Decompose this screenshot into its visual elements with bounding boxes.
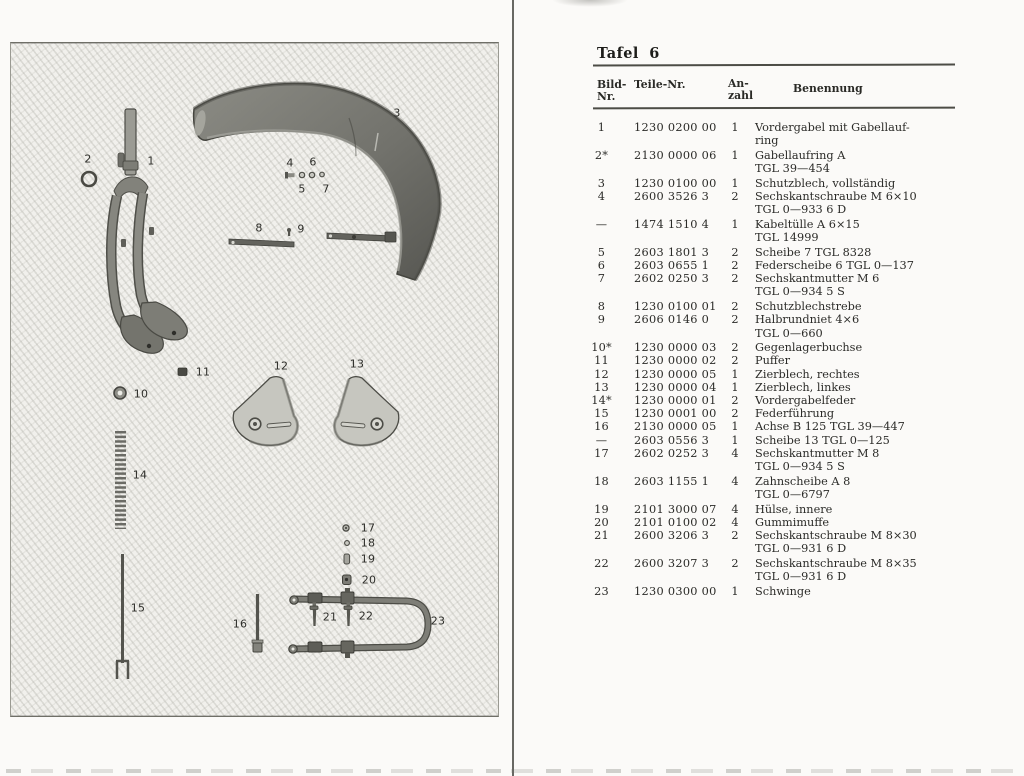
table-row [589, 259, 961, 272]
figure-callout-21: 21 [322, 610, 338, 624]
column-header-benennung: Benennung [793, 82, 863, 95]
bild-nr-cell: 18 [594, 474, 609, 488]
figure-callout-16: 16 [232, 617, 248, 631]
parts-photo-plate [10, 42, 499, 717]
teile-nr-cell: 2101 3000 07 [634, 502, 717, 516]
table-row [589, 218, 961, 244]
benennung-cell: Halbrundniet 4×6 TGL 0—660 [755, 313, 860, 340]
table-row [589, 475, 961, 501]
table-row [589, 121, 961, 147]
table-row [589, 557, 961, 583]
teile-nr-cell: 2603 0556 3 [634, 433, 710, 447]
benennung-cell: Zierblech, linkes [755, 380, 851, 394]
anzahl-cell: 1 [731, 433, 739, 447]
figure-callout-22: 22 [358, 609, 374, 623]
teile-nr-cell: 2600 3206 3 [634, 529, 710, 543]
teile-nr-cell: 1230 0000 03 [634, 341, 717, 355]
anzahl-cell: 1 [731, 176, 739, 190]
part-1-fork-illustration [111, 109, 187, 353]
plate-title: Tafel 6 [597, 45, 660, 62]
teile-nr-cell: 1230 0000 04 [634, 380, 717, 394]
figure-callout-1: 1 [147, 154, 155, 168]
benennung-cell: Vordergabelfeder [755, 394, 856, 408]
anzahl-cell: 2 [731, 272, 739, 286]
table-row [589, 313, 961, 339]
anzahl-cell: 2 [731, 341, 739, 355]
column-header-anzahl: An- zahl [728, 77, 754, 102]
benennung-cell: Achse B 125 TGL 39—447 [755, 420, 905, 434]
figure-callout-15: 15 [130, 601, 146, 615]
figure-callout-12: 12 [273, 359, 289, 373]
anzahl-cell: 1 [731, 420, 739, 434]
table-row [589, 585, 961, 598]
anzahl-cell: 2 [731, 529, 739, 543]
bild-nr-cell: 7 [597, 272, 606, 286]
bild-nr-cell: 19 [594, 502, 609, 516]
figure-callout-14: 14 [132, 468, 148, 482]
bild-nr-cell: 17 [594, 446, 609, 460]
bild-nr-cell: 10* [591, 341, 612, 355]
figure-callout-20: 20 [361, 573, 377, 587]
table-row [589, 354, 961, 367]
figure-callout-18: 18 [360, 536, 376, 550]
table-row [589, 447, 961, 473]
teile-nr-cell: 2101 0100 02 [634, 515, 717, 529]
figure-callout-7: 7 [322, 182, 330, 196]
figure-callout-8: 8 [255, 221, 263, 235]
benennung-cell: Kabeltülle A 6×15 TGL 14999 [755, 217, 860, 245]
bild-nr-cell: 11 [594, 354, 609, 368]
part-12-trim-plate-illustration [233, 377, 297, 446]
bild-nr-cell: 4 [597, 190, 606, 204]
benennung-cell: Zahnscheibe A 8 TGL 0—6797 [755, 474, 851, 501]
bild-nr-cell: 20 [594, 515, 609, 529]
teile-nr-cell: 2606 0146 0 [634, 313, 710, 327]
teile-nr-cell: 2600 3526 3 [634, 190, 710, 204]
anzahl-cell: 4 [731, 474, 739, 488]
anzahl-cell: 1 [731, 380, 739, 394]
teile-nr-cell: 1230 0200 00 [634, 121, 717, 134]
figure-callout-23: 23 [430, 614, 446, 628]
table-row [589, 246, 961, 259]
anzahl-cell: 2 [731, 259, 739, 273]
teile-nr-cell: 2600 3207 3 [634, 557, 710, 570]
table-row [589, 434, 961, 447]
anzahl-cell: 2 [731, 313, 739, 327]
teile-nr-cell: 1230 0100 00 [634, 176, 717, 190]
parts-17-20-small-parts-illustration [343, 525, 352, 585]
teile-nr-cell: 2602 0252 3 [634, 446, 710, 460]
teile-nr-cell: 2130 0000 06 [634, 148, 717, 162]
benennung-cell: Sechskantschraube M 6×10 TGL 0—933 6 D [755, 190, 917, 217]
figure-callout-10: 10 [133, 387, 149, 401]
part-11-buffer-illustration [178, 368, 187, 376]
part-23-swingarm-illustration [289, 588, 428, 658]
anzahl-cell: 2 [731, 245, 739, 259]
anzahl-cell: 1 [731, 148, 739, 162]
benennung-cell: Schutzblechstrebe [755, 300, 862, 314]
table-row [589, 420, 961, 433]
benennung-cell: Scheibe 7 TGL 8328 [755, 245, 872, 259]
benennung-cell: Sechskantschraube M 8×30 TGL 0—931 6 D [755, 529, 917, 556]
table-row [589, 529, 961, 555]
figure-callout-3: 3 [393, 106, 401, 120]
teile-nr-cell: 1230 0000 05 [634, 367, 717, 381]
anzahl-cell: 2 [731, 394, 739, 408]
column-header-bild-nr: Bild- Nr. [597, 78, 627, 103]
teile-nr-cell: 2603 1155 1 [634, 474, 710, 488]
bild-nr-cell: 22 [594, 557, 609, 570]
anzahl-cell: 1 [731, 121, 739, 134]
figure-callout-11: 11 [195, 365, 211, 379]
table-row [589, 516, 961, 529]
table-row [589, 190, 961, 216]
bild-nr-cell: — [595, 433, 608, 447]
table-row [589, 149, 961, 175]
table-row [589, 341, 961, 354]
anzahl-cell: 2 [731, 557, 739, 570]
teile-nr-cell: 1230 0100 01 [634, 300, 717, 314]
teile-nr-cell: 1474 1510 4 [634, 217, 710, 231]
benennung-cell: Hülse, innere [755, 502, 833, 516]
bild-nr-cell: 5 [597, 245, 606, 259]
benennung-cell: Gabellaufring A TGL 39—454 [755, 148, 846, 176]
benennung-cell: Gummimuffe [755, 515, 830, 529]
part-9-rivet-illustration [287, 228, 291, 236]
bild-nr-cell: 9 [597, 313, 606, 327]
bild-nr-cell: 13 [594, 380, 609, 394]
teile-nr-cell: 2603 0655 1 [634, 259, 710, 273]
figure-callout-5: 5 [298, 182, 306, 196]
table-row [589, 300, 961, 313]
benennung-cell: Gegenlagerbuchse [755, 341, 863, 355]
teile-nr-cell: 1230 0000 02 [634, 354, 717, 368]
table-row [589, 272, 961, 298]
bild-nr-cell: — [595, 217, 608, 231]
teile-nr-cell: 2602 0250 3 [634, 272, 710, 286]
part-13-trim-plate-illustration [334, 377, 398, 446]
table-row [589, 503, 961, 516]
anzahl-cell: 2 [731, 407, 739, 421]
bild-nr-cell: 1 [597, 121, 606, 134]
figure-callout-9: 9 [297, 222, 305, 236]
part-16-bolt-illustration [252, 594, 263, 652]
table-row [589, 368, 961, 381]
teile-nr-cell: 2130 0000 05 [634, 420, 717, 434]
table-row [589, 381, 961, 394]
anzahl-cell: 2 [731, 190, 739, 204]
anzahl-cell: 4 [731, 446, 739, 460]
benennung-cell: Sechskantmutter M 6 TGL 0—934 5 S [755, 272, 880, 299]
title-rule [593, 64, 955, 67]
benennung-cell: Schwinge [755, 584, 811, 598]
parts-illustration [11, 43, 498, 716]
benennung-cell: Zierblech, rechtes [755, 367, 860, 381]
anzahl-cell: 1 [731, 584, 739, 598]
figure-callout-17: 17 [360, 521, 376, 535]
column-header-teile-nr: Teile-Nr. [634, 78, 686, 91]
teile-nr-cell: 2603 1801 3 [634, 245, 710, 259]
part-15-rod-illustration [116, 554, 129, 679]
benennung-cell: Vordergabel mit Gabellauf- ring [755, 121, 910, 148]
part-10-bushing-illustration [114, 387, 126, 399]
parts-table-body [589, 121, 961, 598]
benennung-cell: Scheibe 13 TGL 0—125 [755, 433, 890, 447]
bild-nr-cell: 23 [594, 584, 609, 598]
bild-nr-cell: 12 [594, 367, 609, 381]
anzahl-cell: 4 [731, 502, 739, 516]
anzahl-cell: 2 [731, 354, 739, 368]
bild-nr-cell: 21 [594, 529, 609, 543]
teile-nr-cell: 1230 0300 00 [634, 584, 717, 598]
anzahl-cell: 4 [731, 515, 739, 529]
figure-callout-4: 4 [286, 156, 294, 170]
teile-nr-cell: 1230 0000 01 [634, 394, 717, 408]
book-gutter-line [512, 0, 514, 776]
teile-nr-cell: 1230 0001 00 [634, 407, 717, 421]
benennung-cell: Sechskantmutter M 8 TGL 0—934 5 S [755, 446, 880, 474]
figure-callout-13: 13 [349, 357, 365, 371]
figure-callout-6: 6 [309, 155, 317, 169]
benennung-cell: Federscheibe 6 TGL 0—137 [755, 259, 914, 273]
part-3-fender-illustration [192, 83, 439, 280]
bild-nr-cell: 15 [594, 407, 609, 421]
figure-callout-19: 19 [360, 552, 376, 566]
part-2-ring-illustration [82, 172, 96, 186]
bild-nr-cell: 6 [597, 259, 606, 273]
figure-callout-2: 2 [84, 152, 92, 166]
benennung-cell: Federführung [755, 407, 835, 421]
bild-nr-cell: 16 [594, 420, 609, 434]
anzahl-cell: 2 [731, 300, 739, 314]
bild-nr-cell: 2* [594, 148, 609, 162]
benennung-cell: Puffer [755, 354, 790, 368]
parts-4-7-fasteners-illustration [285, 172, 324, 179]
bild-nr-cell: 14* [591, 394, 612, 408]
table-row [589, 407, 961, 420]
anzahl-cell: 1 [731, 217, 739, 231]
table-row [589, 394, 961, 407]
anzahl-cell: 1 [731, 367, 739, 381]
benennung-cell: Schutzblech, vollständig [755, 176, 896, 190]
part-8-stays-illustration [229, 232, 396, 247]
header-rule [593, 107, 955, 109]
benennung-cell: Sechskantschraube M 8×35 TGL 0—931 6 D [755, 557, 917, 584]
table-row [589, 177, 961, 190]
bild-nr-cell: 3 [597, 176, 606, 190]
bild-nr-cell: 8 [597, 300, 606, 314]
parts-table-page [589, 0, 961, 776]
